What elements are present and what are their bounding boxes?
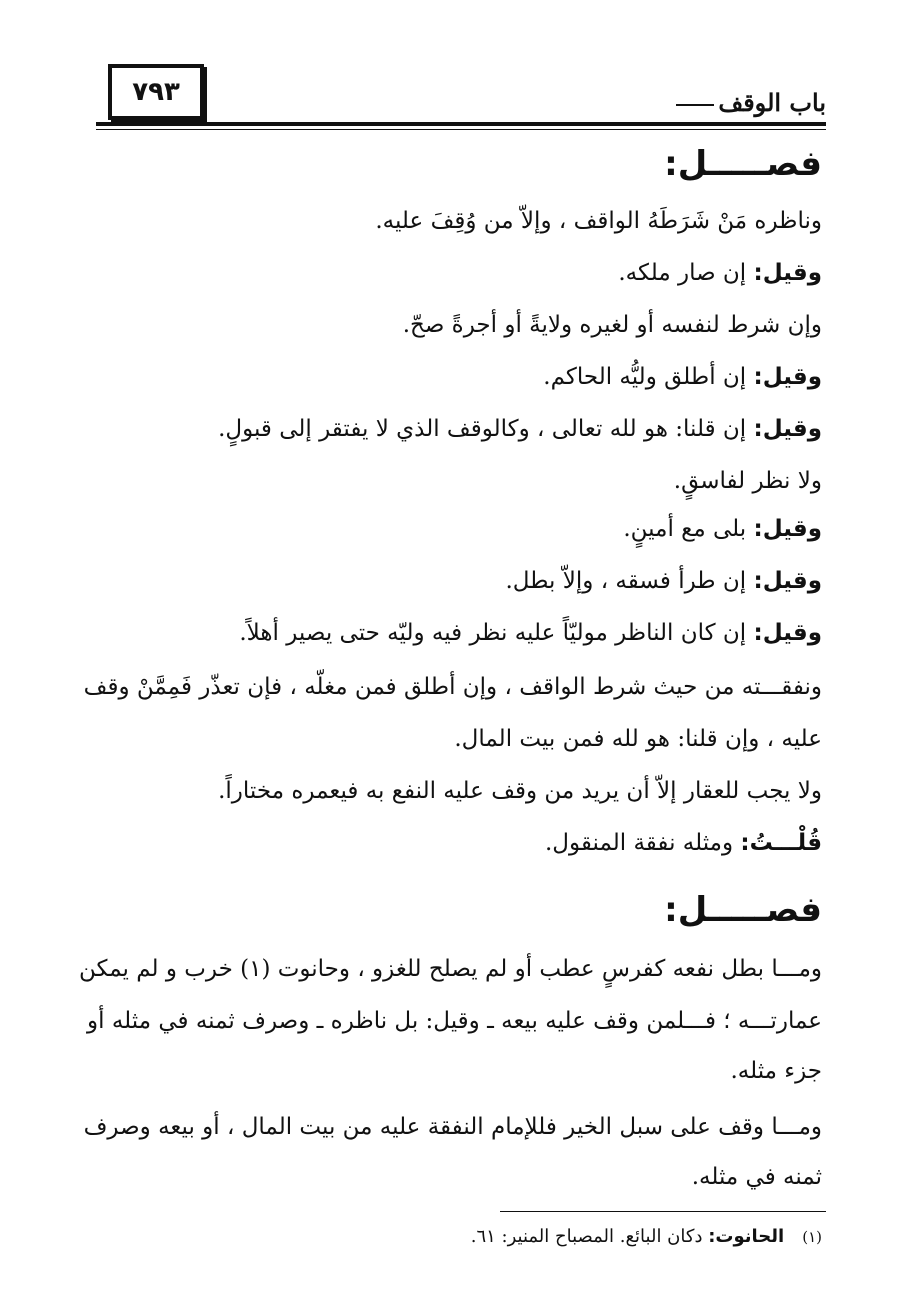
chapter-title xyxy=(676,88,826,122)
qil-label: وقيل: xyxy=(753,568,822,594)
paragraph-line: جزء مثله. xyxy=(730,1058,822,1084)
line-text: ومثله نفقة المنقول. xyxy=(544,830,734,856)
qil-label: وقيل: xyxy=(753,416,822,442)
footnote xyxy=(471,1226,822,1247)
paragraph-line: عليه ، وإن قلنا: هو لله فمن بيت المال. xyxy=(454,726,822,752)
footnote-term: الحانوت: xyxy=(708,1226,785,1247)
paragraph-line: ولا يجب للعقار إلاّ أن يريد من وقف عليه النفع به فيعمره مختاراً. xyxy=(218,778,822,804)
line-text: إن أطلق وليُّه الحاكم. xyxy=(543,364,747,390)
paragraph-line xyxy=(543,360,822,394)
header-rule-thin xyxy=(96,129,826,130)
footnote-marker: (١) xyxy=(802,1228,822,1246)
header-rule xyxy=(96,122,826,126)
section-heading-2: فصـــــل: xyxy=(664,890,822,930)
paragraph-line xyxy=(623,512,822,546)
footnote-text: دكان البائع. المصباح المنير: ٦١. xyxy=(470,1226,703,1247)
paragraph-line: ومـــا بطل نفعه كفرسٍ عطب أو لم يصلح للغزو ، وحانوت (١) خرب و لم يمكن xyxy=(78,956,822,982)
paragraph-line xyxy=(545,826,822,860)
paragraph-line: ثمنه في مثله. xyxy=(691,1164,822,1190)
qil-label: وقيل: xyxy=(753,620,822,646)
qil-label: وقيل: xyxy=(753,516,822,542)
line-text: إن صار ملكه. xyxy=(618,260,747,286)
paragraph-line: عمارتـــه ؛ فـــلمن وقف عليه بيعه ـ وقيل: بل ناظره ـ وصرف ثمنه في مثله أو xyxy=(87,1008,822,1034)
paragraph-line: ونفقـــته من حيث شرط الواقف ، وإن أطلق فمن مغلّه ، فإن تعذّر فَمِمَّنْ وقف xyxy=(83,674,822,700)
paragraph-line xyxy=(618,256,822,290)
footnote-rule xyxy=(500,1211,826,1212)
qil-label: وقيل: xyxy=(753,364,822,390)
qil-label: وقيل: xyxy=(753,260,822,286)
line-text: إن طرأ فسقه ، وإلاّ بطل. xyxy=(505,568,747,594)
chapter-title-text: باب الوقف xyxy=(718,88,826,117)
qultu-label: قُلْـــتُ: xyxy=(740,830,822,856)
paragraph-line xyxy=(239,616,822,650)
line-text: إن كان الناظر موليّاً عليه نظر فيه وليّه حتى يصير أهلاً. xyxy=(239,620,747,646)
line-text: إن قلنا: هو لله تعالى ، وكالوقف الذي لا يفتقر إلى قبولٍ. xyxy=(218,416,747,442)
page-number: ٧٩٣ xyxy=(108,64,204,120)
paragraph-line: ولا نظر لفاسقٍ. xyxy=(673,468,822,494)
line-text: بلى مع أمينٍ. xyxy=(623,516,747,542)
paragraph-line: وإن شرط لنفسه أو لغيره ولايةً أو أجرةً صحّ. xyxy=(402,312,822,338)
paragraph-line: وناظره مَنْ شَرَطَهُ الواقف ، وإلاّ من وُقِفَ عليه. xyxy=(375,208,822,234)
section-heading-1: فصـــــل: xyxy=(664,144,822,184)
title-tail-rule xyxy=(676,104,714,106)
paragraph-line: ومـــا وقف على سبل الخير فللإمام النفقة عليه من بيت المال ، أو بيعه وصرف xyxy=(83,1114,822,1140)
paragraph-line xyxy=(218,412,822,446)
paragraph-line xyxy=(505,564,822,598)
